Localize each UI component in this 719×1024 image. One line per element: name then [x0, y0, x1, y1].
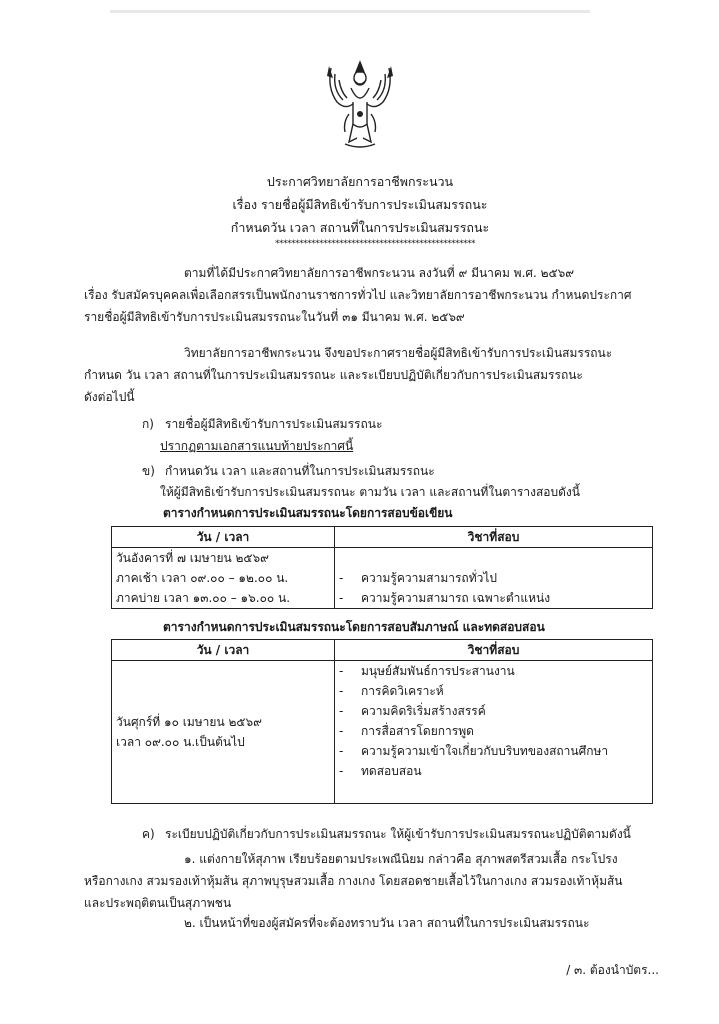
item-c-text: ระเบียบปฏิบัติเกี่ยวกับการประเมินสมรรถนะ ให้ผู้เข้ารับการประเมินสมรรถนะปฏิบัติตามดังนี้	[165, 827, 631, 841]
table1-subject-text: ความรู้ความสามารถทั่วไป	[361, 571, 497, 585]
rule-1-line: และประพฤติตนเป็นสุภาพชน	[84, 896, 232, 910]
page-continuation: / ๓. ต้องนำบัตร...	[566, 963, 659, 977]
intro-line: ตามที่ได้มีประกาศวิทยาลัยการอาชีพกระนวน ลงวันที่ ๙ มีนาคม พ.ศ. ๒๕๖๙	[184, 266, 575, 280]
intro-line: รายชื่อผู้มีสิทธิเข้ารับการประเมินสมรรถนะในวันที่ ๓๑ มีนาคม พ.ศ. ๒๕๖๙	[84, 310, 465, 324]
rule-1	[84, 848, 674, 914]
table1-date-line: ภาคเช้า เวลา ๐๙.๐๐ – ๑๒.๐๐ น.	[116, 571, 289, 585]
table2-subject	[339, 661, 648, 681]
announce-line: ดังต่อไปนี้	[84, 390, 135, 404]
intro-paragraph	[84, 262, 674, 328]
table2-subject-cell	[335, 661, 653, 804]
item-a-text: รายชื่อผู้มีสิทธิเข้ารับการประเมินสมรรถนะ	[165, 417, 383, 431]
table1-date-line: วันอังคารที่ ๗ เมษายน ๒๕๖๙	[116, 551, 269, 565]
table2-date-line: เวลา ๐๙.๐๐ น.เป็นต้นไป	[116, 735, 245, 749]
announce-line: กำหนด วัน เวลา สถานที่ในการประเมินสมรรถนะ และระเบียบปฏิบัติเกี่ยวกับการประเมินสมรรถนะ	[84, 368, 583, 382]
table2-date-line: วันศุกร์ที่ ๑๐ เมษายน ๒๕๖๙	[116, 715, 262, 729]
dash: -	[339, 664, 344, 678]
table2-subject	[339, 721, 648, 741]
intro-line: เรื่อง รับสมัครบุคคลเพื่อเลือกสรรเป็นพนักงานราชการทั่วไป และวิทยาลัยการอาชีพกระนวน กำหนดประกาศ	[84, 288, 632, 302]
dash: -	[339, 744, 344, 758]
scan-artifact-line	[110, 10, 590, 13]
dash: -	[339, 724, 344, 738]
table2-subject-text: ความคิดริเริ่มสร้างสรรค์	[361, 704, 486, 718]
header-line-2: เรื่อง รายชื่อผู้มีสิทธิเข้ารับการประเมินสมรรถนะ	[232, 197, 488, 212]
table1-date-line: ภาคบ่าย เวลา ๑๓.๐๐ – ๑๖.๐๐ น.	[116, 591, 291, 605]
announce-line: วิทยาลัยการอาชีพกระนวน จึงขอประกาศรายชื่อผู้มีสิทธิเข้ารับการประเมินสมรรถนะ	[184, 346, 613, 360]
table2-subject-text: ทดสอบสอน	[361, 764, 422, 778]
table1-subject	[339, 588, 648, 608]
dash: -	[339, 764, 344, 778]
dash: -	[339, 591, 344, 605]
rule-2: ๒. เป็นหน้าที่ของผู้สมัครที่จะต้องทราบวัน เวลา สถานที่ในการประเมินสมรรถนะ	[184, 916, 590, 930]
interview-exam-table	[111, 639, 653, 804]
table2-col-subject: วิชาที่สอบ	[335, 640, 653, 661]
header-line-3: กำหนดวัน เวลา สถานที่ในการประเมินสมรรถนะ	[230, 220, 490, 235]
rule-1-line: ๑. แต่งกายให้สุภาพ เรียบร้อยตามประเพณีนิยม กล่าวคือ สุภาพสตรีสวมเสื้อ กระโปรง	[184, 852, 618, 866]
table2-subject	[339, 761, 648, 781]
table1-col-date: วัน / เวลา	[112, 527, 335, 548]
written-exam-table	[111, 526, 653, 609]
dash: -	[339, 684, 344, 698]
item-b-text: กำหนดวัน เวลา และสถานที่ในการประเมินสมรรถนะ	[165, 464, 435, 478]
table2-subject-text: การคิดวิเคราะห์	[361, 684, 444, 698]
table2-subject	[339, 741, 648, 761]
table2-subject-text: มนุษย์สัมพันธ์การประสานงาน	[361, 664, 515, 678]
item-b-label: ข)	[142, 464, 155, 478]
table1-subject-cell	[335, 548, 653, 609]
header-separator: **************************************************	[275, 239, 475, 249]
item-c-label: ค)	[142, 827, 155, 841]
table1-subject	[339, 568, 648, 588]
table1-title: ตารางกำหนดการประเมินสมรรถนะโดยการสอบข้อเขียน	[163, 506, 453, 520]
announce-paragraph	[84, 342, 674, 408]
table2-subject-text: การสื่อสารโดยการพูด	[361, 724, 474, 738]
header-line-1: ประกาศวิทยาลัยการอาชีพกระนวน	[266, 174, 454, 189]
table1-subject-text: ความรู้ความสามารถ เฉพาะตำแหน่ง	[361, 591, 551, 605]
dash: -	[339, 704, 344, 718]
table1-date-cell	[112, 548, 335, 609]
table1-col-subject: วิชาที่สอบ	[335, 527, 653, 548]
dash: -	[339, 571, 344, 585]
garuda-emblem-icon	[323, 58, 397, 152]
table2-title: ตารางกำหนดการประเมินสมรรถนะโดยการสอบสัมภาษณ์ และทดสอบสอน	[163, 620, 545, 634]
item-a-sub: ปรากฏตามเอกสารแนบท้ายประกาศนี้	[160, 439, 354, 453]
rule-1-line: หรือกางเกง สวมรองเท้าหุ้มส้น สุภาพบุรุษสวมเสื้อ กางเกง โดยสอดชายเสื้อไว้ในกางเกง สวมรองเท้าหุ้มส้น	[84, 874, 623, 888]
item-a-label: ก)	[142, 417, 154, 431]
table2-col-date: วัน / เวลา	[112, 640, 335, 661]
item-b-sub: ให้ผู้มีสิทธิเข้ารับการประเมินสมรรถนะ ตามวัน เวลา และสถานที่ในตารางสอบดังนี้	[160, 485, 580, 499]
table2-date-cell	[112, 661, 335, 804]
table2-subject	[339, 701, 648, 721]
table2-subject-text: ความรู้ความเข้าใจเกี่ยวกับบริบทของสถานศึกษา	[361, 744, 609, 758]
table2-subject	[339, 681, 648, 701]
